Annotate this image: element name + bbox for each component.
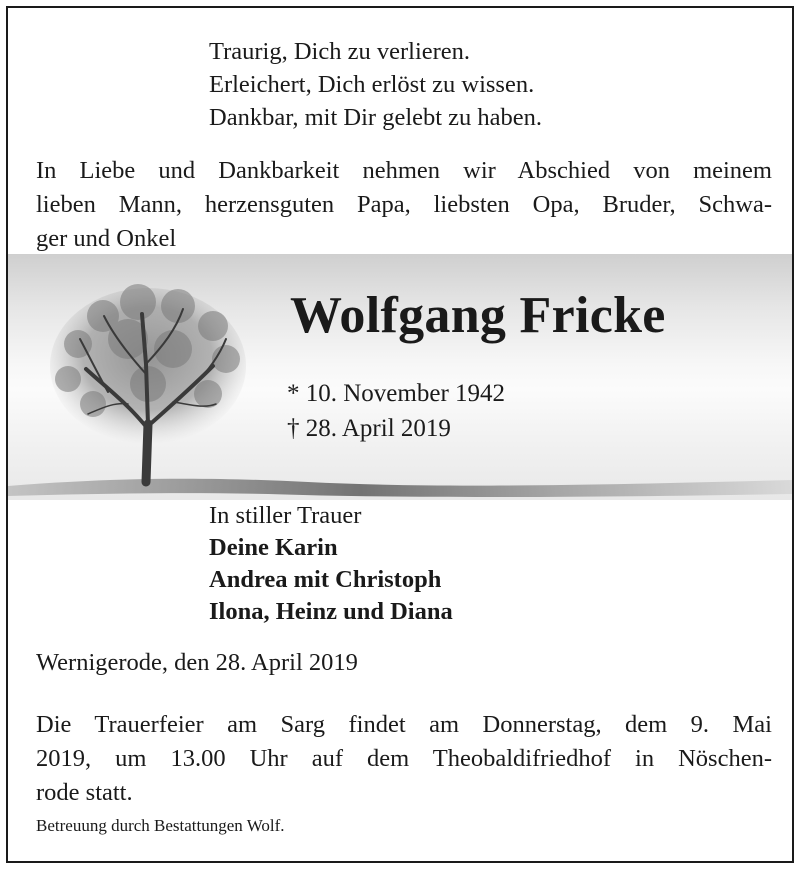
service-line: rode statt.	[36, 779, 133, 806]
life-dates	[287, 376, 505, 446]
poem-line: Erleichert, Dich erlöst zu wissen.	[209, 71, 535, 98]
mourners-heading: In stiller Trauer	[209, 502, 362, 529]
service-line: Die Trauerfeier am Sarg findet am Donnerstag, dem 9. Mai	[36, 711, 772, 738]
intro-line: ger und Onkel	[36, 225, 177, 252]
poem-line: Dankbar, mit Dir gelebt zu haben.	[209, 104, 543, 131]
mourners-block	[209, 500, 453, 628]
funeral-service-info	[36, 708, 772, 810]
mourner-name: Andrea mit Christoph	[209, 566, 442, 593]
funeral-home-credit: Betreuung durch Bestattungen Wolf.	[36, 816, 285, 835]
poem-line: Traurig, Dich zu verlieren.	[209, 38, 471, 65]
deceased-name: Wolfgang Fricke	[290, 287, 666, 344]
farewell-intro	[36, 154, 772, 256]
mourner-name: Ilona, Heinz und Diana	[209, 598, 453, 625]
service-line: 2019, um 13.00 Uhr auf dem Theobaldifriedhof in Nöschen-	[36, 745, 772, 772]
birth-date: * 10. November 1942	[287, 380, 506, 407]
intro-line: lieben Mann, herzensguten Papa, liebsten Opa, Bruder, Schwa-	[36, 191, 772, 218]
obituary-notice	[6, 6, 794, 863]
place-and-date: Wernigerode, den 28. April 2019	[36, 649, 358, 676]
mourner-name: Deine Karin	[209, 534, 338, 561]
death-date: † 28. April 2019	[287, 415, 451, 442]
memorial-poem	[209, 35, 542, 134]
intro-line: In Liebe und Dankbarkeit nehmen wir Abschied von meinem	[36, 157, 772, 184]
